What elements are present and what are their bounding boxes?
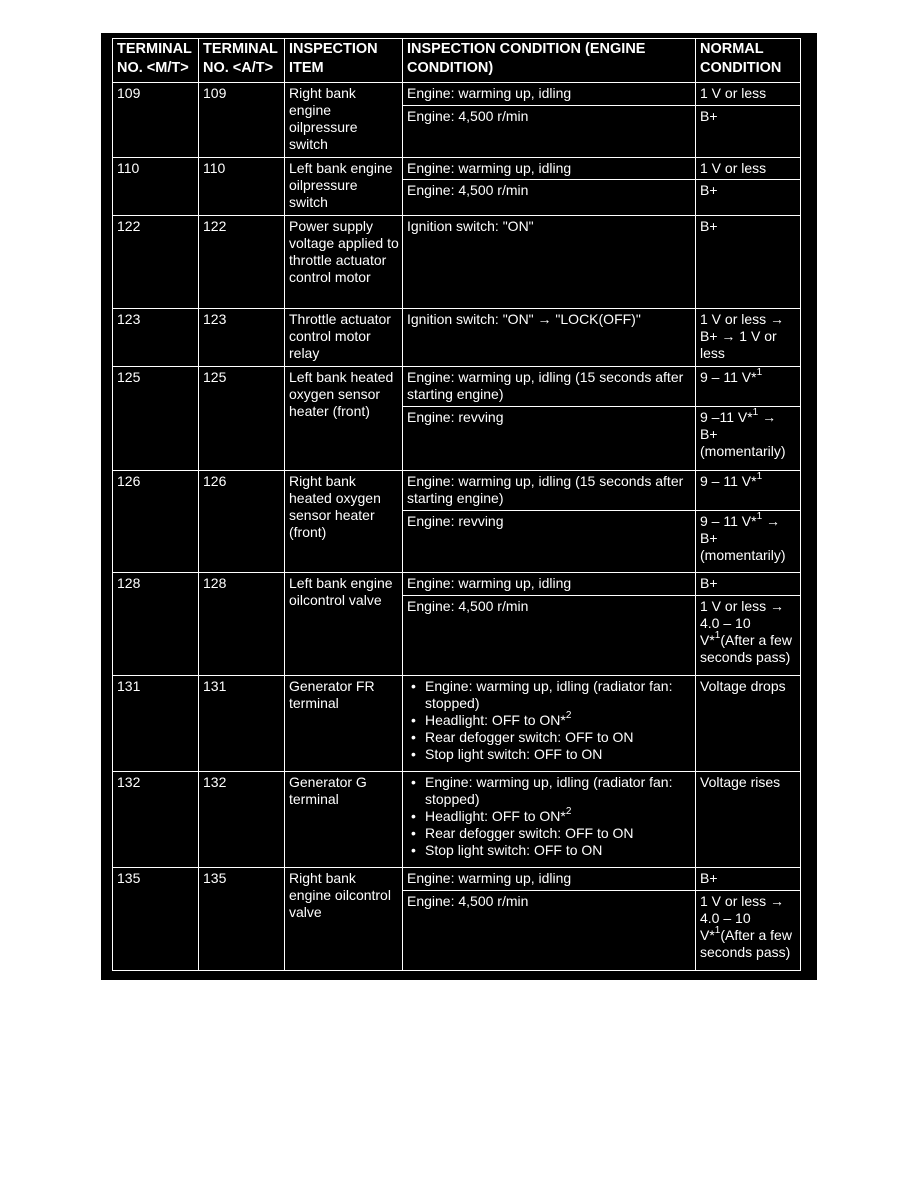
condition-list-item bbox=[425, 842, 692, 859]
condition-text: Engine: revving bbox=[407, 409, 504, 425]
table-row bbox=[113, 471, 801, 511]
inspection-condition-cell bbox=[403, 511, 696, 573]
normal-condition-text: B+ bbox=[700, 218, 718, 234]
condition-list-item bbox=[425, 729, 692, 746]
inspection-item-cell: Generator G terminal bbox=[285, 772, 403, 868]
table-row bbox=[113, 573, 801, 596]
condition-list bbox=[407, 678, 692, 763]
footnote-marker: 1 bbox=[756, 511, 763, 523]
table-body bbox=[113, 83, 801, 971]
condition-text: Engine: 4,500 r/min bbox=[407, 893, 529, 909]
normal-condition-text: 9 –11 V* bbox=[700, 409, 753, 425]
condition-list-text: Stop light switch: OFF to ON bbox=[425, 746, 603, 762]
condition-list-text: Rear defogger switch: OFF to ON bbox=[425, 825, 634, 841]
normal-condition-text-after: (After a few seconds pass) bbox=[700, 632, 792, 665]
terminal-at-cell: 126 bbox=[199, 471, 285, 573]
inspection-item-cell: Generator FR terminal bbox=[285, 676, 403, 772]
terminal-mt-cell: 132 bbox=[113, 772, 199, 868]
header-normal-condition: NORMAL CONDITION bbox=[696, 39, 801, 83]
footnote-marker: 2 bbox=[565, 710, 572, 722]
normal-condition-cell bbox=[696, 83, 801, 106]
footnote-marker: 1 bbox=[752, 407, 759, 419]
footnote-marker: 1 bbox=[714, 630, 721, 642]
inspection-condition-cell bbox=[403, 216, 696, 309]
normal-condition-cell bbox=[696, 180, 801, 216]
table-row bbox=[113, 367, 801, 407]
normal-condition-text: 1 V or less → B+ → 1 V or less bbox=[700, 311, 785, 361]
terminal-mt-cell: 126 bbox=[113, 471, 199, 573]
condition-list-item bbox=[425, 746, 692, 763]
normal-condition-text: B+ bbox=[700, 575, 718, 591]
terminal-mt-cell: 125 bbox=[113, 367, 199, 471]
normal-condition-cell bbox=[696, 407, 801, 471]
normal-condition-cell bbox=[696, 772, 801, 868]
normal-condition-text: 1 V or less bbox=[700, 160, 767, 176]
inspection-condition-cell bbox=[403, 891, 696, 971]
footnote-marker: 1 bbox=[714, 925, 721, 937]
normal-condition-text: 9 – 11 V* bbox=[700, 473, 757, 489]
normal-condition-text: 1 V or less → 4.0 – 10 V* bbox=[700, 598, 785, 648]
normal-condition-cell bbox=[696, 309, 801, 367]
terminal-at-cell: 135 bbox=[199, 868, 285, 971]
condition-text: Engine: warming up, idling bbox=[407, 870, 572, 886]
normal-condition-cell bbox=[696, 891, 801, 971]
table-row bbox=[113, 158, 801, 180]
inspection-condition-cell bbox=[403, 676, 696, 772]
terminal-at-cell: 128 bbox=[199, 573, 285, 676]
inspection-condition-cell bbox=[403, 407, 696, 471]
condition-list-text: Rear defogger switch: OFF to ON bbox=[425, 729, 634, 745]
normal-condition-text-after: (After a few seconds pass) bbox=[700, 927, 792, 960]
condition-list-text: Headlight: OFF to ON* bbox=[425, 712, 566, 728]
condition-text: Engine: warming up, idling bbox=[407, 575, 572, 591]
condition-text: Engine: warming up, idling bbox=[407, 160, 572, 176]
normal-condition-cell bbox=[696, 106, 801, 158]
condition-text: Engine: 4,500 r/min bbox=[407, 182, 529, 198]
table-row bbox=[113, 868, 801, 891]
normal-condition-cell bbox=[696, 868, 801, 891]
normal-condition-cell bbox=[696, 676, 801, 772]
table-row bbox=[113, 772, 801, 868]
normal-condition-text: 9 – 11 V* bbox=[700, 513, 757, 529]
inspection-condition-cell bbox=[403, 573, 696, 596]
normal-condition-cell bbox=[696, 596, 801, 676]
inspection-condition-cell bbox=[403, 367, 696, 407]
terminal-at-cell: 131 bbox=[199, 676, 285, 772]
terminal-mt-cell: 128 bbox=[113, 573, 199, 676]
condition-list-text: Engine: warming up, idling (radiator fan: stopped) bbox=[425, 678, 673, 711]
header-inspection-condition: INSPECTION CONDITION (ENGINE CONDITION) bbox=[403, 39, 696, 83]
condition-list bbox=[407, 774, 692, 859]
table-row bbox=[113, 83, 801, 106]
inspection-condition-cell bbox=[403, 309, 696, 367]
inspection-item-cell: Right bank heated oxygen sensor heater (front) bbox=[285, 471, 403, 573]
inspection-condition-cell bbox=[403, 471, 696, 511]
normal-condition-text: B+ bbox=[700, 870, 718, 886]
condition-text: Ignition switch: "ON" → "LOCK(OFF)" bbox=[407, 311, 641, 327]
condition-text: Engine: 4,500 r/min bbox=[407, 598, 529, 614]
condition-list-item bbox=[425, 808, 692, 825]
inspection-item-cell: Throttle actuator control motor relay bbox=[285, 309, 403, 367]
normal-condition-cell bbox=[696, 573, 801, 596]
inspection-condition-cell bbox=[403, 83, 696, 106]
condition-list-text: Stop light switch: OFF to ON bbox=[425, 842, 603, 858]
table-row bbox=[113, 216, 801, 309]
normal-condition-text: 1 V or less bbox=[700, 85, 767, 101]
condition-list-text: Headlight: OFF to ON* bbox=[425, 808, 566, 824]
header-row bbox=[113, 39, 801, 83]
header-inspection-item: INSPECTION ITEM bbox=[285, 39, 403, 83]
normal-condition-cell bbox=[696, 471, 801, 511]
inspection-condition-cell bbox=[403, 772, 696, 868]
document-page bbox=[101, 33, 817, 980]
normal-condition-cell bbox=[696, 367, 801, 407]
condition-list-item bbox=[425, 825, 692, 842]
inspection-item-cell: Power supply voltage applied to throttle actuator control motor bbox=[285, 216, 403, 309]
normal-condition-text: 9 – 11 V* bbox=[700, 369, 757, 385]
inspection-item-cell: Left bank engine oilpressure switch bbox=[285, 158, 403, 216]
terminal-mt-cell: 109 bbox=[113, 83, 199, 158]
inspection-condition-cell bbox=[403, 596, 696, 676]
inspection-item-cell: Left bank engine oilcontrol valve bbox=[285, 573, 403, 676]
terminal-at-cell: 109 bbox=[199, 83, 285, 158]
normal-condition-text-after: → B+ (momentarily) bbox=[700, 513, 786, 563]
normal-condition-text: B+ bbox=[700, 182, 718, 198]
terminal-at-cell: 110 bbox=[199, 158, 285, 216]
inspection-condition-cell bbox=[403, 158, 696, 180]
footnote-marker: 1 bbox=[756, 367, 763, 379]
inspection-condition-cell bbox=[403, 106, 696, 158]
terminal-mt-cell: 110 bbox=[113, 158, 199, 216]
terminal-mt-cell: 122 bbox=[113, 216, 199, 309]
footnote-marker: 2 bbox=[565, 806, 572, 818]
inspection-item-cell: Right bank engine oilpressure switch bbox=[285, 83, 403, 158]
header-terminal-at: TERMINAL NO. <A/T> bbox=[199, 39, 285, 83]
condition-text: Engine: revving bbox=[407, 513, 504, 529]
condition-text: Ignition switch: "ON" bbox=[407, 218, 534, 234]
table-row bbox=[113, 309, 801, 367]
inspection-table bbox=[112, 38, 801, 971]
condition-text: Engine: warming up, idling (15 seconds after starting engine) bbox=[407, 369, 684, 402]
normal-condition-text: B+ bbox=[700, 108, 718, 124]
terminal-at-cell: 132 bbox=[199, 772, 285, 868]
normal-condition-cell bbox=[696, 511, 801, 573]
terminal-mt-cell: 123 bbox=[113, 309, 199, 367]
normal-condition-cell bbox=[696, 216, 801, 309]
terminal-mt-cell: 131 bbox=[113, 676, 199, 772]
normal-condition-text: 1 V or less → 4.0 – 10 V* bbox=[700, 893, 785, 943]
inspection-item-cell: Left bank heated oxygen sensor heater (front) bbox=[285, 367, 403, 471]
condition-list-item bbox=[425, 678, 692, 712]
terminal-at-cell: 122 bbox=[199, 216, 285, 309]
normal-condition-text: Voltage rises bbox=[700, 774, 781, 790]
condition-list-item bbox=[425, 712, 692, 729]
condition-list-item bbox=[425, 774, 692, 808]
normal-condition-cell bbox=[696, 158, 801, 180]
normal-condition-text: Voltage drops bbox=[700, 678, 786, 694]
table-row bbox=[113, 676, 801, 772]
inspection-condition-cell bbox=[403, 868, 696, 891]
inspection-condition-cell bbox=[403, 180, 696, 216]
terminal-at-cell: 123 bbox=[199, 309, 285, 367]
normal-condition-text-after: → B+ (momentarily) bbox=[700, 409, 786, 459]
condition-text: Engine: warming up, idling (15 seconds after starting engine) bbox=[407, 473, 684, 506]
terminal-mt-cell: 135 bbox=[113, 868, 199, 971]
condition-text: Engine: warming up, idling bbox=[407, 85, 572, 101]
terminal-at-cell: 125 bbox=[199, 367, 285, 471]
condition-list-text: Engine: warming up, idling (radiator fan: stopped) bbox=[425, 774, 673, 807]
inspection-item-cell: Right bank engine oilcontrol valve bbox=[285, 868, 403, 971]
header-terminal-mt: TERMINAL NO. <M/T> bbox=[113, 39, 199, 83]
footnote-marker: 1 bbox=[756, 471, 763, 483]
condition-text: Engine: 4,500 r/min bbox=[407, 108, 529, 124]
